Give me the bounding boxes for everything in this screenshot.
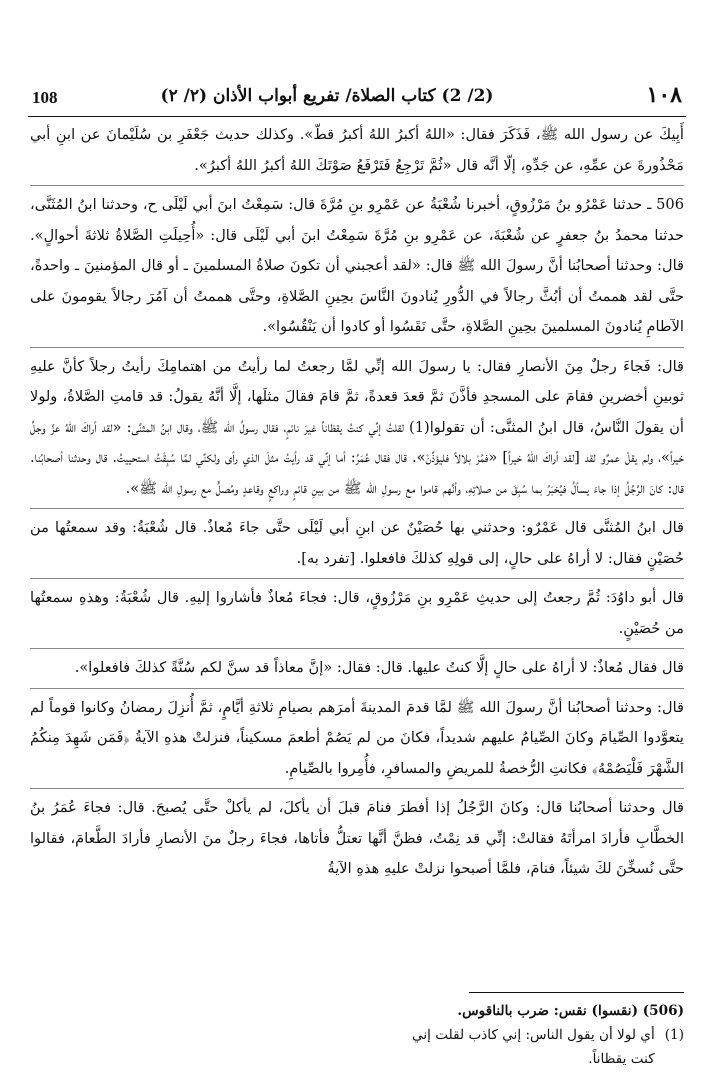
paragraph: قال: وحدثنا أصحابُنا أنَّ رسولَ الله ﷺ لمَّا قدمَ المدينةَ أمرَهم بصيامِ ثلاثةِ أيَّامٍ، ثمَّ أُنزِلَ رمضانُ وكانوا قوماً لم يتعوَّدوا الصِّيامَ وكانَ الصِّيامُ عليهم شديداً، فكانَ من لم يَصُمْ أطعمَ مسكيناً، فنزلتْ هذهِ الآيةُ ﴿فَمَن شَهِدَ مِنكُمُ الشَّهْرَ فَلْيَصُمْهُ﴾ فكانتِ الرُّخصةُ للمريضِ والمسافرِ، فأُمِروا بالصِّيامِ. [30, 698, 684, 777]
footnote-marker: (1) [664, 1027, 684, 1043]
page-header [28, 80, 686, 117]
footnote-506: (506) (نقسوا) نقس: ضرب بالناقوس. [457, 1003, 684, 1019]
divider [30, 688, 684, 689]
divider [30, 578, 684, 579]
footnote-text: أي لولا أن يقول الناس: إني كاذب لقلت إني كنت يقظاناً. [412, 1027, 655, 1067]
paragraph: قال فقال مُعاذٌ: لا أراهُ على حالٍ إلَّا كنتُ عليها. قال: فقال: «إنَّ معاذاً قد سنَّ لكم سُنَّةً كذلكَ فافعلوا». [74, 659, 684, 676]
divider [30, 185, 684, 186]
divider [30, 508, 684, 509]
footnote-rule [469, 992, 684, 993]
divider [30, 788, 684, 789]
page-number-latin: 108 [32, 88, 58, 107]
paragraph: أَبِيكَ عن رسول الله ﷺ، فَذَكَرَ فقال: «اللهُ أكبرُ اللهُ أكبرُ قطّ». وكذلك حديث جَعْفَرِ بن سُلَيْمانَ عن ابنِ أبي مَحْذُورةَ عن عمِّهِ، عن جَدِّهِ، إلّا أنَّه قال «ثُمَّ تَرْجِعُ فَتَرْفَعُ صَوْتَكَ اللهُ أكبرُ اللهُ أكبرُ». [30, 126, 684, 174]
footnotes [384, 992, 684, 1071]
running-title: (2/ 2) كتاب الصلاة/ تفريع أبواب الأذان (٢/ ٢) [160, 86, 494, 106]
hadith-506: 506 ـ حدثنا عَمْرُو بنُ مَرْزُوقٍ، أخبرنا شُعْبَةُ عن عَمْرِو بنِ مُرَّةَ قال: سَمِعْتُ ابنَ أبي لَيْلَى ح، وحدثنا ابنُ المُثَنَّى، حدثنا محمدُ بنُ جعفرٍ عن شُعْبَةَ، عن عَمْرِو بنِ مُرَّةَ سَمِعْتُ ابنَ أبي لَيْلَى قال: «أُحِيلَتِ الصَّلاةُ ثلاثةَ أحوالٍ». قال: وحدثنا أصحابُنا أنَّ رسولَ الله ﷺ قال: «لقد أعجبني أن تكونَ صلاةُ المسلمينَ ـ أو قال المؤمنينَ ـ واحدةً، حتَّى لقد هممتُ أن أبُثَّ رجالاً في الدُّورِ يُنادونَ النَّاسَ بحِينِ الصَّلاةِ، وحتَّى هممتُ أن آمُرَ رجالاً يقومونَ على الآطامِ يُنادونَ المسلمينَ بحِينِ الصَّلاةِ، حتَّى نَقَسُوا أو كادوا أن يَنْقُسُوا». [30, 196, 684, 335]
main-text [30, 120, 684, 990]
paragraph: قال ابنُ المُثنَّى قال عَمْرٌو: وحدثني بها حُصَيْنٌ عن ابنِ أبي لَيْلَى حتَّى جاءَ مُعاذٌ. قال شُعْبَةُ: وقد سمعتُها من حُصَيْنٍ فقال: لا أراهُ على حالٍ، إلى قولِهِ كذلكَ فافعلوا. [تفرد به]. [30, 519, 684, 567]
footnote-1 [384, 1023, 684, 1071]
divider [30, 648, 684, 649]
divider [30, 347, 684, 348]
paragraph: قال وحدثنا أصحابُنا قال: وكانَ الرَّجُلُ إذا أفطرَ فنامَ قبلَ أن يأكلَ، لم يأكلْ حتَّى يُصبحَ. قال: فجاءَ عُمَرُ بنُ الخطَّابِ فأرادَ امرأتَهُ فقالتْ: إنِّي قد نِمْتُ، فظنَّ أنَّها تعتلُّ فأتاها، فجاءَ رجلٌ منَ الأنصارِ فأرادَ الطَّعامَ، فقالوا حتَّى نُسخِّنَ لكَ شيئاً، فنامَ، فلمَّا أصبحوا نزلتْ عليهِ هذهِ الآيةُ [30, 799, 684, 877]
paragraph: قال: فَجاءَ رجلٌ مِنَ الأنصارِ فقال: يا رسولَ الله إنِّي لمَّا رجعتُ لما رأيتُ من اهتمامِكَ رأيتُ رجلاً كأنَّ عليهِ ثوبينِ أخضرينِ فقامَ على المسجدِ فأذَّنَ ثمَّ قعدَ قعدةً، ثمَّ قامَ فقالَ مثلَها، إلَّا أنَّهُ يقولُ: قد قامتِ الصَّلاةُ، ولولا أن يقولَ النَّاسُ، قال ابنُ المثنَّى: أن تقولوا(1) لقلتُ إنِّي كنتُ يقظاناً غيرَ نائمٍ، فقال رسولُ الله ﷺ، وقال ابنُ المثنَّى: «لقد أراكَ اللهُ عزَّ وجلَّ خيراً»، ولم يقلْ عمرٌو لقد [لقد أراكَ اللهُ خيراً] «فمُرْ بلالاً فليؤذِّنْ». قال فقال عُمَرُ: أما إنِّي قد رأيتُ مثلَ الذي رأى ولكنِّي لمَّا سُبِقْتُ استحييتُ. قال وحدثنا أصحابُنا. قال: كانَ الرَّجُلُ إذا جاءَ يسألُ فيُخبَرُ بما سُبِقَ من صلاتِهِ، وأنَّهم قاموا مع رسولِ الله ﷺ من بينِ قائمٍ وراكعٍ وقاعدٍ ومُصلٍّ مع رسولِ الله ﷺ». [30, 357, 684, 497]
page-number-arabic: ١٠٨ [646, 82, 682, 108]
paragraph: قال أبو داوُدَ: ثُمَّ رجعتُ إلى حديثِ عَمْرِو بنِ مَرْزُوقٍ، قال: فجاءَ مُعاذٌ فأشاروا إليهِ. قال شُعْبَةُ: وهذهِ سمعتُها من حُصَيْنٍ. [30, 589, 684, 637]
